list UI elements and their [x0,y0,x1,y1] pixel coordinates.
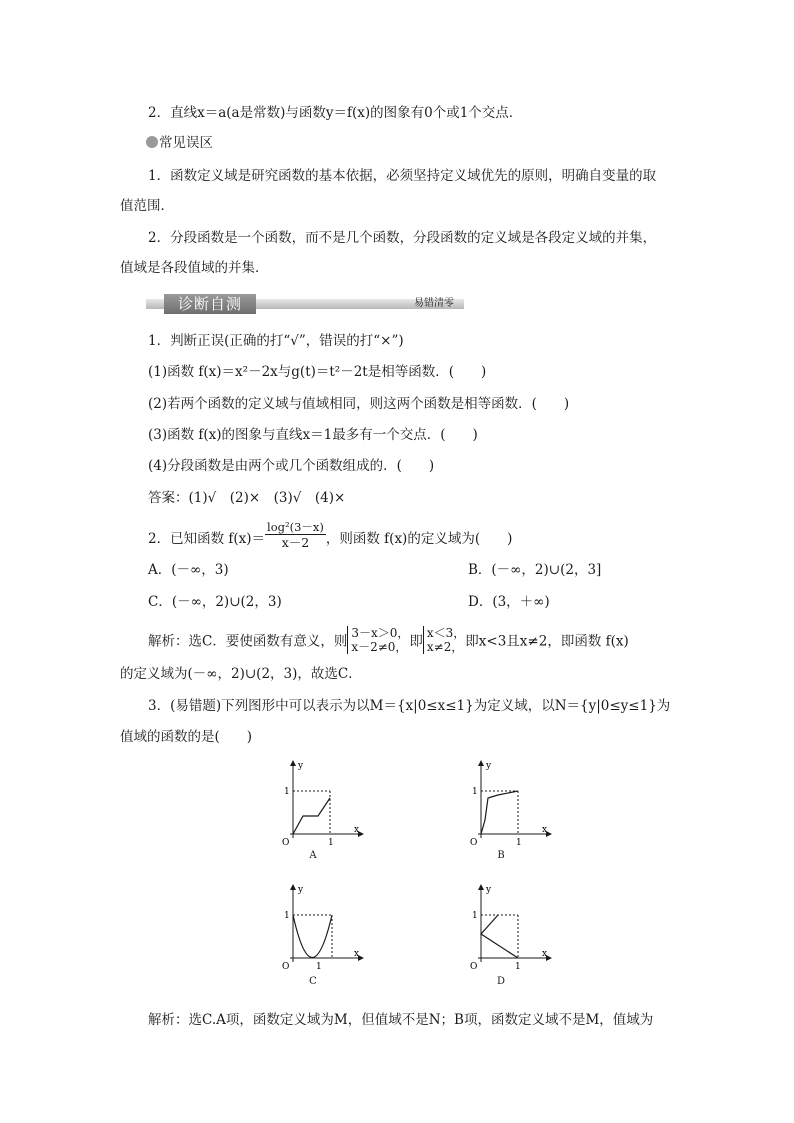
graph-a-svg [270,758,370,848]
q2-option-b: B．(－∞，2)∪(2，3] [468,562,602,578]
q2-system-1 [347,626,409,654]
graph-a-curve [293,798,330,834]
q2-solution-line-1 [148,628,629,656]
graph-d [458,882,558,987]
mistake-1-line-2: 值范围． [120,198,174,214]
graph-a-x-label: x [354,825,360,835]
q2-stem-prefix: 2．已知函数 f(x)＝ [148,531,266,547]
q1-stem: 1．判断正误(正确的打“√”，错误的打“×”) [148,333,404,349]
graph-a-x-tick: 1 [328,838,334,848]
graph-a-y-tick: 1 [284,787,290,797]
banner-title: 诊断自测 [164,294,256,314]
graph-c-y-arrow [290,884,296,890]
graph-d-y-arrow [478,884,484,890]
q2-system-2-row-1: x＜3， [426,626,466,640]
graph-a-caption: A [309,850,317,861]
q2-option-c: C．(－∞，2)∪(2，3) [148,594,282,610]
graph-c-y-label: y [298,885,304,895]
q2-solution-line-2: 的定义域为(－∞，2)∪(2，3)，故选C． [120,666,362,682]
q2-stem-suffix: ，则函数 f(x)的定义域为( ) [325,531,513,547]
mistake-2-line-2: 值域是各段值域的并集． [120,260,269,276]
q1-statement-4: (4)分段函数是由两个或几个函数组成的．( ) [148,458,435,474]
graph-a-origin: O [282,838,290,848]
q2-fraction [265,520,326,551]
graph-c-y-tick: 1 [284,911,290,921]
graph-a-y-label: y [298,761,304,771]
q1-statement-2: (2)若两个函数的定义域与值域相同，则这两个函数是相等函数．( ) [148,396,570,412]
bulb-icon [146,136,158,148]
mistakes-heading-text: 常见误区 [159,135,213,151]
q2-denominator: x－2 [281,535,310,550]
graph-b-y-tick: 1 [472,787,478,797]
graph-c-svg [270,882,370,972]
q3-solution: 解析：选C.A项，函数定义域为M，但值域不是N；B项，函数定义域不是M，值域为 [148,1012,654,1028]
graph-c-caption: C [309,976,317,987]
graph-d-x-label: x [542,949,548,959]
q2-solution-suffix: 即x<3且x≠2，即函数 f(x) [465,633,629,650]
graph-b-y-arrow [478,760,484,766]
graph-b-curve [481,791,518,834]
graph-d-x-tick: 1 [515,962,521,972]
graph-d-curve [481,915,518,958]
banner-tag: 易错清零 [414,298,454,309]
graph-d-svg [458,882,558,972]
q2-stem [148,520,513,555]
graph-b [458,758,558,861]
graph-d-y-tick: 1 [472,911,478,921]
graph-d-origin: O [470,962,478,972]
q1-statement-1: (1)函数 f(x)＝x²－2x与g(t)＝t²－2t是相等函数．( ) [148,364,487,380]
graph-b-x-tick: 1 [516,838,522,848]
q2-solution-prefix: 解析：选C．要使函数有意义，则 [148,633,348,650]
q3-stem-line-1: 3．(易错题)下列图形中可以表示为以M＝{x|0≤x≤1}为定义域，以N＝{y|0≤y≤1}为 [148,698,671,714]
q2-system-1-row-1: 3－x＞0， [351,626,410,640]
graph-a-y-arrow [290,760,296,766]
graph-b-caption: B [497,850,505,861]
intro-item-2: 2．直线x＝a(a是常数)与函数y＝f(x)的图象有0个或1个交点． [148,105,523,121]
q3-stem-line-2: 值域的函数的是( ) [120,729,253,745]
q2-numerator: log²(3－x) [267,520,324,534]
graph-d-caption: D [496,976,506,987]
graph-c-origin: O [282,962,290,972]
graph-c-x-tick: 1 [316,962,322,972]
graph-b-y-label: y [486,761,492,771]
graph-c-x-label: x [354,949,360,959]
graph-d-y-label: y [486,885,492,895]
q1-answer: 答案：(1)√ (2)× (3)√ (4)× [148,490,346,506]
q2-system-2 [423,626,465,654]
mistakes-heading [146,133,213,153]
q2-system-2-row-2: x≠2， [426,640,464,654]
graph-b-x-label: x [542,825,548,835]
section-banner [146,294,464,314]
graph-b-origin: O [470,838,478,848]
q2-option-d: D．(3，＋∞) [468,594,550,610]
graph-c [270,882,370,987]
q1-statement-3: (3)函数 f(x)的图象与直线x＝1最多有一个交点．( ) [148,427,478,443]
q2-solution-mid: 即 [409,633,423,650]
q2-option-a: A．(－∞，3) [148,562,229,578]
mistake-2-line-1: 2．分段函数是一个函数，而不是几个函数，分段函数的定义域是各段定义域的并集， [148,230,657,246]
mistake-1-line-1: 1．函数定义域是研究函数的基本依据，必须坚持定义域优先的原则，明确自变量的取 [148,168,657,184]
graph-a [270,758,370,861]
graph-b-svg [458,758,558,848]
q2-system-1-row-2: x－2≠0， [351,640,408,654]
graph-c-curve [293,915,332,958]
